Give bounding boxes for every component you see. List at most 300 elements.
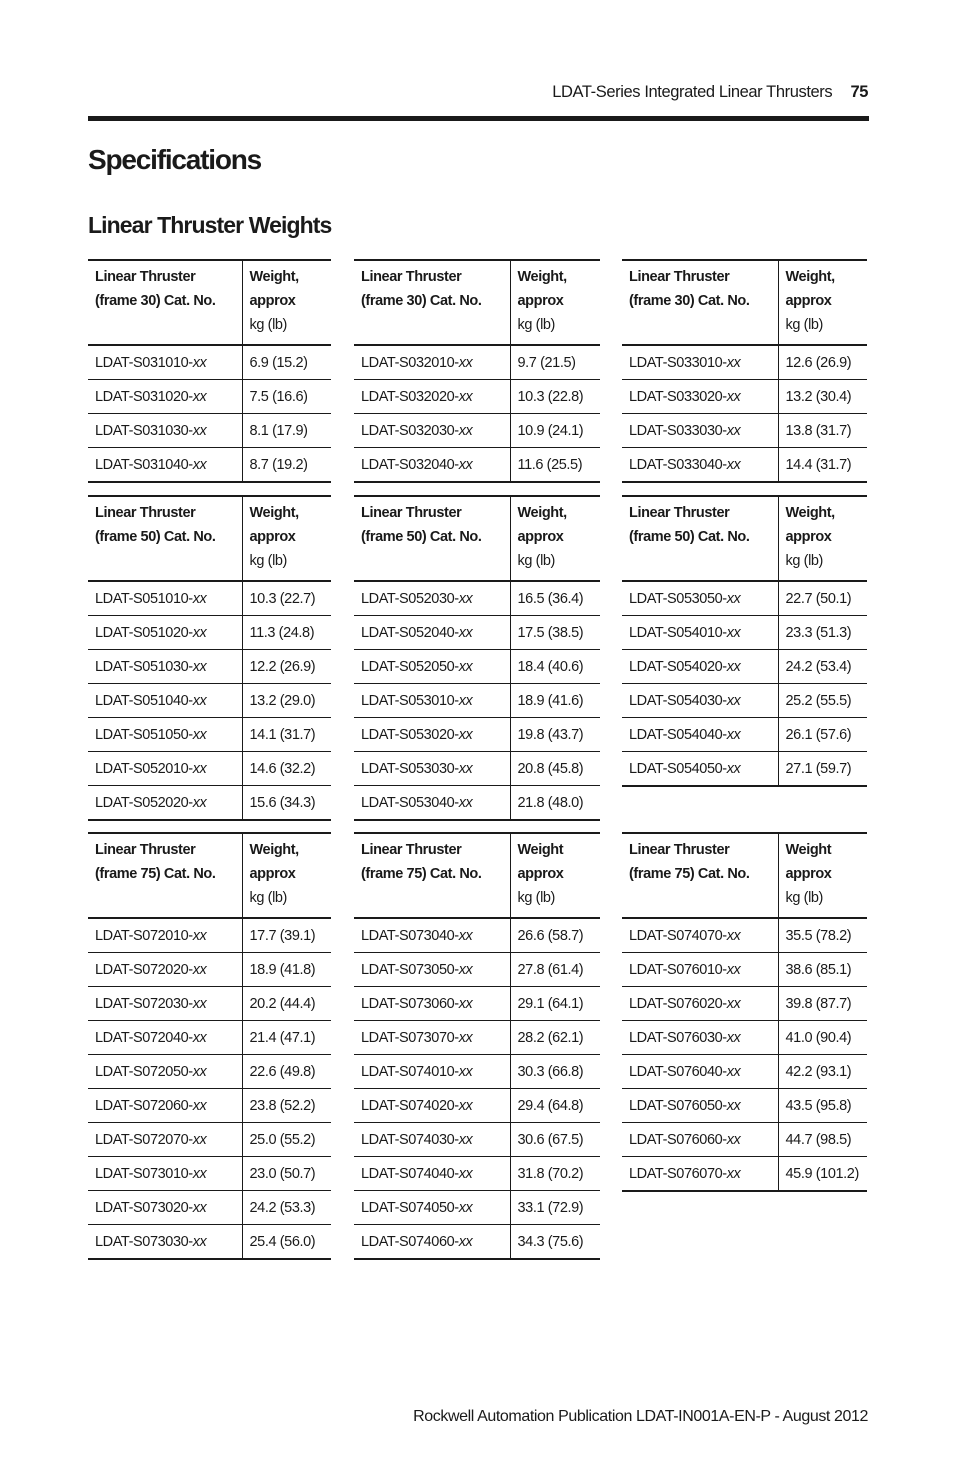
table-row	[354, 448, 600, 483]
cat-no-cell	[622, 345, 778, 380]
weight-cell: 9.7 (21.5)	[510, 345, 600, 380]
cat-no-suffix: xx	[192, 961, 207, 978]
cat-no: LDAT-S074070-	[629, 927, 727, 944]
table-header-row	[622, 496, 867, 581]
header-weight-label: Weight, approx	[517, 269, 567, 309]
table-row	[622, 1021, 867, 1055]
cat-no-cell	[88, 1089, 242, 1123]
weight-cell: 30.3 (66.8)	[510, 1055, 600, 1089]
cat-no-suffix: xx	[458, 760, 473, 777]
weight-cell: 24.2 (53.4)	[778, 650, 867, 684]
cat-no-suffix: xx	[726, 1097, 741, 1114]
cat-no: LDAT-S076040-	[629, 1063, 727, 1080]
header-weight-unit: kg (lb)	[517, 553, 555, 569]
header-weight-unit: kg (lb)	[785, 890, 823, 906]
cat-no-suffix: xx	[726, 1029, 741, 1046]
weight-cell: 15.6 (34.3)	[242, 786, 331, 821]
table-row	[354, 345, 600, 380]
table-row	[354, 414, 600, 448]
header-weight-unit: kg (lb)	[785, 317, 823, 333]
table-row	[88, 414, 331, 448]
cat-no-cell	[88, 448, 242, 483]
header-weight-unit: kg (lb)	[249, 317, 287, 333]
table-header-row	[354, 833, 600, 918]
cat-no-suffix: xx	[192, 590, 207, 607]
cat-no: LDAT-S051050-	[95, 726, 193, 743]
header-weight	[778, 260, 867, 345]
weight-cell: 42.2 (93.1)	[778, 1055, 867, 1089]
cat-no: LDAT-S031030-	[95, 422, 193, 439]
weight-cell: 20.8 (45.8)	[510, 752, 600, 786]
header-cat-no-label: Linear Thruster (frame 50) Cat. No.	[95, 505, 216, 545]
header-cat-no	[622, 833, 778, 918]
weight-cell: 33.1 (72.9)	[510, 1191, 600, 1225]
table-row	[88, 718, 331, 752]
cat-no-suffix: xx	[726, 961, 741, 978]
table-row	[354, 1089, 600, 1123]
table-row	[354, 1123, 600, 1157]
cat-no: LDAT-S074060-	[361, 1233, 459, 1250]
table-row	[88, 650, 331, 684]
cat-no: LDAT-S073040-	[361, 927, 459, 944]
cat-no: LDAT-S053010-	[361, 692, 459, 709]
weight-cell: 25.4 (56.0)	[242, 1225, 331, 1260]
cat-no-suffix: xx	[726, 456, 741, 473]
weight-cell: 7.5 (16.6)	[242, 380, 331, 414]
cat-no: LDAT-S054040-	[629, 726, 727, 743]
cat-no-cell	[354, 718, 510, 752]
cat-no: LDAT-S076070-	[629, 1165, 727, 1182]
cat-no-cell	[88, 1021, 242, 1055]
cat-no-cell	[622, 1021, 778, 1055]
header-cat-no	[354, 260, 510, 345]
cat-no-suffix: xx	[458, 726, 473, 743]
header-cat-no	[622, 496, 778, 581]
header-cat-no	[88, 833, 242, 918]
cat-no: LDAT-S076050-	[629, 1097, 727, 1114]
table-row	[88, 1123, 331, 1157]
table-row	[622, 581, 867, 616]
cat-no-cell	[88, 414, 242, 448]
cat-no: LDAT-S072010-	[95, 927, 193, 944]
cat-no-suffix: xx	[458, 1165, 473, 1182]
table-row	[88, 1225, 331, 1260]
cat-no: LDAT-S072050-	[95, 1063, 193, 1080]
table-row	[88, 380, 331, 414]
cat-no-cell	[622, 650, 778, 684]
cat-no-cell	[88, 718, 242, 752]
cat-no: LDAT-S072060-	[95, 1097, 193, 1114]
weight-cell: 25.2 (55.5)	[778, 684, 867, 718]
cat-no-suffix: xx	[726, 760, 741, 777]
cat-no-suffix: xx	[726, 1131, 741, 1148]
weight-cell: 22.6 (49.8)	[242, 1055, 331, 1089]
weight-cell: 23.0 (50.7)	[242, 1157, 331, 1191]
weight-table	[88, 259, 331, 483]
cat-no-cell	[88, 650, 242, 684]
table-row	[622, 650, 867, 684]
table-header-row	[88, 496, 331, 581]
table-row	[88, 581, 331, 616]
table-header-row	[88, 833, 331, 918]
cat-no: LDAT-S052010-	[95, 760, 193, 777]
header-weight	[242, 833, 331, 918]
header-cat-no	[622, 260, 778, 345]
cat-no-cell	[354, 581, 510, 616]
cat-no: LDAT-S032030-	[361, 422, 459, 439]
cat-no-cell	[88, 1191, 242, 1225]
cat-no-suffix: xx	[458, 1029, 473, 1046]
cat-no: LDAT-S033040-	[629, 456, 727, 473]
header-cat-no	[354, 833, 510, 918]
table-row	[88, 684, 331, 718]
cat-no-suffix: xx	[726, 692, 741, 709]
header-cat-no-label: Linear Thruster (frame 50) Cat. No.	[629, 505, 750, 545]
table-row	[88, 1021, 331, 1055]
cat-no-cell	[354, 786, 510, 821]
table-row	[622, 380, 867, 414]
cat-no-cell	[354, 616, 510, 650]
header-weight-label: Weight, approx	[785, 269, 835, 309]
header-weight-label: Weight approx	[785, 842, 832, 882]
weight-cell: 29.1 (64.1)	[510, 987, 600, 1021]
cat-no: LDAT-S032040-	[361, 456, 459, 473]
cat-no-suffix: xx	[192, 760, 207, 777]
header-cat-no-label: Linear Thruster (frame 75) Cat. No.	[629, 842, 750, 882]
cat-no-suffix: xx	[458, 794, 473, 811]
table-row	[622, 345, 867, 380]
cat-no-cell	[622, 1089, 778, 1123]
cat-no: LDAT-S054010-	[629, 624, 727, 641]
table-row	[354, 581, 600, 616]
table-row	[354, 1191, 600, 1225]
table-row	[88, 1089, 331, 1123]
cat-no: LDAT-S076060-	[629, 1131, 727, 1148]
weight-cell: 13.8 (31.7)	[778, 414, 867, 448]
header-weight-label: Weight, approx	[249, 269, 299, 309]
header-cat-no	[354, 496, 510, 581]
cat-no-cell	[622, 616, 778, 650]
cat-no-cell	[88, 918, 242, 953]
cat-no-suffix: xx	[458, 624, 473, 641]
running-header-title: LDAT-Series Integrated Linear Thrusters	[552, 83, 833, 101]
cat-no: LDAT-S076010-	[629, 961, 727, 978]
table-row	[354, 953, 600, 987]
header-cat-no-label: Linear Thruster (frame 75) Cat. No.	[361, 842, 482, 882]
weight-cell: 39.8 (87.7)	[778, 987, 867, 1021]
cat-no-suffix: xx	[458, 388, 473, 405]
cat-no-cell	[88, 1055, 242, 1089]
cat-no-cell	[622, 1123, 778, 1157]
cat-no-suffix: xx	[458, 422, 473, 439]
cat-no: LDAT-S052050-	[361, 658, 459, 675]
cat-no: LDAT-S051010-	[95, 590, 193, 607]
cat-no-cell	[88, 380, 242, 414]
cat-no-cell	[622, 953, 778, 987]
weight-cell: 38.6 (85.1)	[778, 953, 867, 987]
cat-no-cell	[88, 987, 242, 1021]
table-row	[88, 918, 331, 953]
page-title: Specifications	[88, 144, 262, 175]
header-cat-no	[88, 496, 242, 581]
cat-no-suffix: xx	[192, 692, 207, 709]
table-row	[88, 345, 331, 380]
header-weight	[242, 496, 331, 581]
weight-cell: 18.4 (40.6)	[510, 650, 600, 684]
table-row	[622, 1055, 867, 1089]
cat-no-suffix: xx	[726, 354, 741, 371]
cat-no-cell	[622, 581, 778, 616]
cat-no: LDAT-S033020-	[629, 388, 727, 405]
weight-cell: 29.4 (64.8)	[510, 1089, 600, 1123]
cat-no: LDAT-S051020-	[95, 624, 193, 641]
weight-cell: 30.6 (67.5)	[510, 1123, 600, 1157]
cat-no-suffix: xx	[192, 388, 207, 405]
table-row	[88, 1157, 331, 1191]
cat-no-suffix: xx	[192, 1233, 207, 1250]
cat-no: LDAT-S074040-	[361, 1165, 459, 1182]
header-cat-no-label: Linear Thruster (frame 75) Cat. No.	[95, 842, 216, 882]
cat-no: LDAT-S076020-	[629, 995, 727, 1012]
table-row	[88, 752, 331, 786]
weight-cell: 44.7 (98.5)	[778, 1123, 867, 1157]
weight-table	[622, 495, 867, 787]
cat-no-suffix: xx	[192, 1029, 207, 1046]
table-row	[354, 616, 600, 650]
cat-no-cell	[354, 1157, 510, 1191]
cat-no: LDAT-S032020-	[361, 388, 459, 405]
cat-no-suffix: xx	[192, 995, 207, 1012]
cat-no: LDAT-S052020-	[95, 794, 193, 811]
weight-table	[88, 832, 331, 1260]
cat-no: LDAT-S052040-	[361, 624, 459, 641]
cat-no: LDAT-S031040-	[95, 456, 193, 473]
table-row	[354, 1021, 600, 1055]
table-row	[622, 1123, 867, 1157]
cat-no-cell	[622, 1157, 778, 1192]
cat-no-cell	[354, 1225, 510, 1260]
weight-cell: 8.7 (19.2)	[242, 448, 331, 483]
weight-cell: 34.3 (75.6)	[510, 1225, 600, 1260]
header-cat-no-label: Linear Thruster (frame 30) Cat. No.	[361, 269, 482, 309]
header-weight	[778, 833, 867, 918]
cat-no-suffix: xx	[192, 1097, 207, 1114]
cat-no-cell	[622, 380, 778, 414]
weight-cell: 14.6 (32.2)	[242, 752, 331, 786]
cat-no: LDAT-S053020-	[361, 726, 459, 743]
cat-no-suffix: xx	[458, 1199, 473, 1216]
cat-no-suffix: xx	[458, 1131, 473, 1148]
header-weight-label: Weight, approx	[517, 505, 567, 545]
weight-cell: 8.1 (17.9)	[242, 414, 331, 448]
table-header-row	[622, 260, 867, 345]
header-cat-no-label: Linear Thruster (frame 50) Cat. No.	[361, 505, 482, 545]
cat-no-suffix: xx	[726, 422, 741, 439]
cat-no-cell	[622, 918, 778, 953]
header-weight	[510, 833, 600, 918]
cat-no-cell	[354, 1021, 510, 1055]
section-title: Linear Thruster Weights	[88, 212, 332, 238]
cat-no-suffix: xx	[458, 354, 473, 371]
cat-no-suffix: xx	[726, 658, 741, 675]
weight-cell: 13.2 (30.4)	[778, 380, 867, 414]
cat-no-cell	[88, 581, 242, 616]
table-row	[88, 786, 331, 821]
table-row	[354, 1055, 600, 1089]
table-row	[354, 1157, 600, 1191]
header-weight-unit: kg (lb)	[785, 553, 823, 569]
cat-no-cell	[622, 987, 778, 1021]
cat-no-suffix: xx	[458, 1097, 473, 1114]
table-row	[354, 1225, 600, 1260]
cat-no-suffix: xx	[726, 590, 741, 607]
cat-no: LDAT-S076030-	[629, 1029, 727, 1046]
table-row	[622, 414, 867, 448]
cat-no: LDAT-S072020-	[95, 961, 193, 978]
weight-cell: 20.2 (44.4)	[242, 987, 331, 1021]
table-row	[354, 718, 600, 752]
weight-cell: 21.4 (47.1)	[242, 1021, 331, 1055]
cat-no-suffix: xx	[192, 1063, 207, 1080]
cat-no: LDAT-S074050-	[361, 1199, 459, 1216]
weight-cell: 12.2 (26.9)	[242, 650, 331, 684]
header-weight	[510, 496, 600, 581]
cat-no-cell	[622, 448, 778, 483]
cat-no-suffix: xx	[192, 794, 207, 811]
weight-cell: 41.0 (90.4)	[778, 1021, 867, 1055]
weight-cell: 27.8 (61.4)	[510, 953, 600, 987]
cat-no-cell	[88, 616, 242, 650]
weight-cell: 28.2 (62.1)	[510, 1021, 600, 1055]
table-header-row	[354, 260, 600, 345]
cat-no-cell	[354, 987, 510, 1021]
cat-no-suffix: xx	[192, 1131, 207, 1148]
cat-no-cell	[88, 1225, 242, 1260]
header-weight-label: Weight, approx	[249, 505, 299, 545]
cat-no-suffix: xx	[458, 1233, 473, 1250]
cat-no-suffix: xx	[192, 1165, 207, 1182]
table-row	[88, 953, 331, 987]
weight-cell: 35.5 (78.2)	[778, 918, 867, 953]
cat-no-suffix: xx	[726, 1165, 741, 1182]
table-row	[622, 987, 867, 1021]
header-weight	[510, 260, 600, 345]
table-row	[354, 684, 600, 718]
weight-cell: 11.3 (24.8)	[242, 616, 331, 650]
table-row	[354, 752, 600, 786]
table-row	[622, 1157, 867, 1192]
cat-no: LDAT-S051030-	[95, 658, 193, 675]
cat-no-cell	[622, 684, 778, 718]
header-weight-unit: kg (lb)	[249, 553, 287, 569]
header-weight	[242, 260, 331, 345]
weight-cell: 45.9 (101.2)	[778, 1157, 867, 1192]
table-row	[88, 987, 331, 1021]
cat-no: LDAT-S073020-	[95, 1199, 193, 1216]
weight-cell: 22.7 (50.1)	[778, 581, 867, 616]
weight-cell: 14.1 (31.7)	[242, 718, 331, 752]
weight-cell: 16.5 (36.4)	[510, 581, 600, 616]
header-weight-label: Weight approx	[517, 842, 564, 882]
cat-no: LDAT-S074030-	[361, 1131, 459, 1148]
weight-cell: 17.5 (38.5)	[510, 616, 600, 650]
cat-no: LDAT-S072070-	[95, 1131, 193, 1148]
table-row	[622, 718, 867, 752]
cat-no: LDAT-S033030-	[629, 422, 727, 439]
header-cat-no-label: Linear Thruster (frame 30) Cat. No.	[95, 269, 216, 309]
cat-no-cell	[354, 414, 510, 448]
table-row	[622, 752, 867, 787]
cat-no-suffix: xx	[726, 927, 741, 944]
cat-no-cell	[88, 953, 242, 987]
table-header-row	[354, 496, 600, 581]
header-cat-no	[88, 260, 242, 345]
cat-no-cell	[354, 448, 510, 483]
table-row	[622, 1089, 867, 1123]
header-weight-unit: kg (lb)	[249, 890, 287, 906]
weight-cell: 25.0 (55.2)	[242, 1123, 331, 1157]
weight-cell: 31.8 (70.2)	[510, 1157, 600, 1191]
cat-no-cell	[622, 414, 778, 448]
page-number: 75	[850, 83, 868, 101]
cat-no-cell	[354, 650, 510, 684]
cat-no-cell	[88, 684, 242, 718]
table-row	[88, 448, 331, 483]
cat-no: LDAT-S073060-	[361, 995, 459, 1012]
weight-cell: 10.9 (24.1)	[510, 414, 600, 448]
cat-no-cell	[88, 752, 242, 786]
cat-no-suffix: xx	[192, 726, 207, 743]
header-cat-no-label: Linear Thruster (frame 30) Cat. No.	[629, 269, 750, 309]
cat-no-cell	[354, 1123, 510, 1157]
weight-cell: 11.6 (25.5)	[510, 448, 600, 483]
page-footer: Rockwell Automation Publication LDAT-IN001A-EN-P - August 2012	[413, 1408, 868, 1425]
cat-no: LDAT-S054030-	[629, 692, 727, 709]
cat-no-cell	[354, 752, 510, 786]
table-row	[622, 684, 867, 718]
weight-cell: 19.8 (43.7)	[510, 718, 600, 752]
cat-no-cell	[354, 1191, 510, 1225]
table-row	[354, 380, 600, 414]
cat-no-suffix: xx	[726, 624, 741, 641]
weight-cell: 24.2 (53.3)	[242, 1191, 331, 1225]
cat-no-suffix: xx	[192, 624, 207, 641]
table-row	[354, 918, 600, 953]
weight-cell: 26.6 (58.7)	[510, 918, 600, 953]
weight-cell: 27.1 (59.7)	[778, 752, 867, 787]
weight-table	[622, 259, 867, 483]
cat-no: LDAT-S073070-	[361, 1029, 459, 1046]
cat-no-suffix: xx	[726, 388, 741, 405]
cat-no-suffix: xx	[726, 995, 741, 1012]
weight-cell: 6.9 (15.2)	[242, 345, 331, 380]
table-header-row	[622, 833, 867, 918]
table-row	[354, 987, 600, 1021]
cat-no: LDAT-S052030-	[361, 590, 459, 607]
cat-no: LDAT-S054020-	[629, 658, 727, 675]
cat-no-suffix: xx	[192, 422, 207, 439]
cat-no-cell	[622, 718, 778, 752]
table-row	[88, 1191, 331, 1225]
cat-no: LDAT-S073050-	[361, 961, 459, 978]
cat-no: LDAT-S074020-	[361, 1097, 459, 1114]
weight-cell: 17.7 (39.1)	[242, 918, 331, 953]
cat-no-cell	[354, 1055, 510, 1089]
weight-cell: 26.1 (57.6)	[778, 718, 867, 752]
cat-no-suffix: xx	[458, 995, 473, 1012]
weight-cell: 12.6 (26.9)	[778, 345, 867, 380]
weight-cell: 14.4 (31.7)	[778, 448, 867, 483]
